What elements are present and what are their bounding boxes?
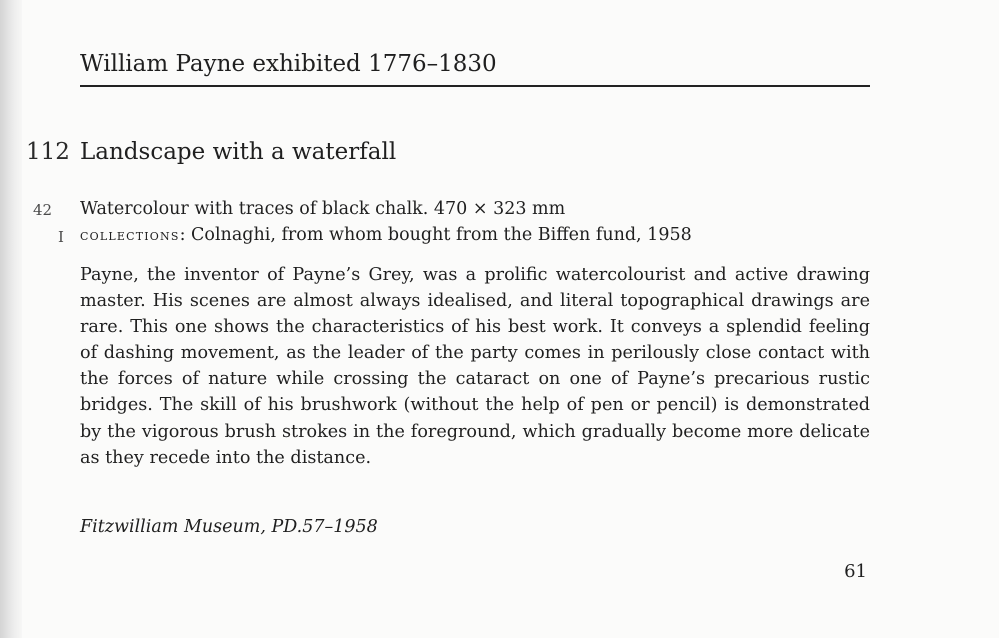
margin-note-2: I <box>58 228 64 246</box>
collections-label: collections <box>80 225 180 244</box>
museum-credit: Fitzwilliam Museum, PD.57–1958 <box>80 517 378 537</box>
page-number: 61 <box>844 561 867 582</box>
entry-title: Landscape with a waterfall <box>80 139 397 165</box>
collections-line <box>80 222 692 248</box>
header-rule <box>80 85 870 87</box>
medium-dimensions: Watercolour with traces of black chalk. 470 × 323 mm <box>80 199 566 219</box>
margin-note-1: 42 <box>33 201 53 219</box>
catalogue-number: 112 <box>26 139 70 165</box>
book-gutter <box>0 0 22 638</box>
page-header: William Payne exhibited 1776–1830 <box>80 51 497 77</box>
collections-text: : Colnaghi, from whom bought from the Biffen fund, 1958 <box>179 225 692 245</box>
entry-description: Payne, the inventor of Payne’s Grey, was a prolific watercolourist and active drawing master. His scenes are almost always idealised, and literal topographical drawings are rare. This one shows the characteristics of his best work. It conveys a splendid feeling of dashing movement, as the leader of the party comes in perilously close contact with the forces of nature while crossing the cataract on one of Payne’s precarious rustic bridges. The skill of his brushwork (without the help of pen or pencil) is demonstrated by the vigorous brush strokes in the foreground, which gradually become more delicate as they recede into the distance. <box>80 265 870 468</box>
